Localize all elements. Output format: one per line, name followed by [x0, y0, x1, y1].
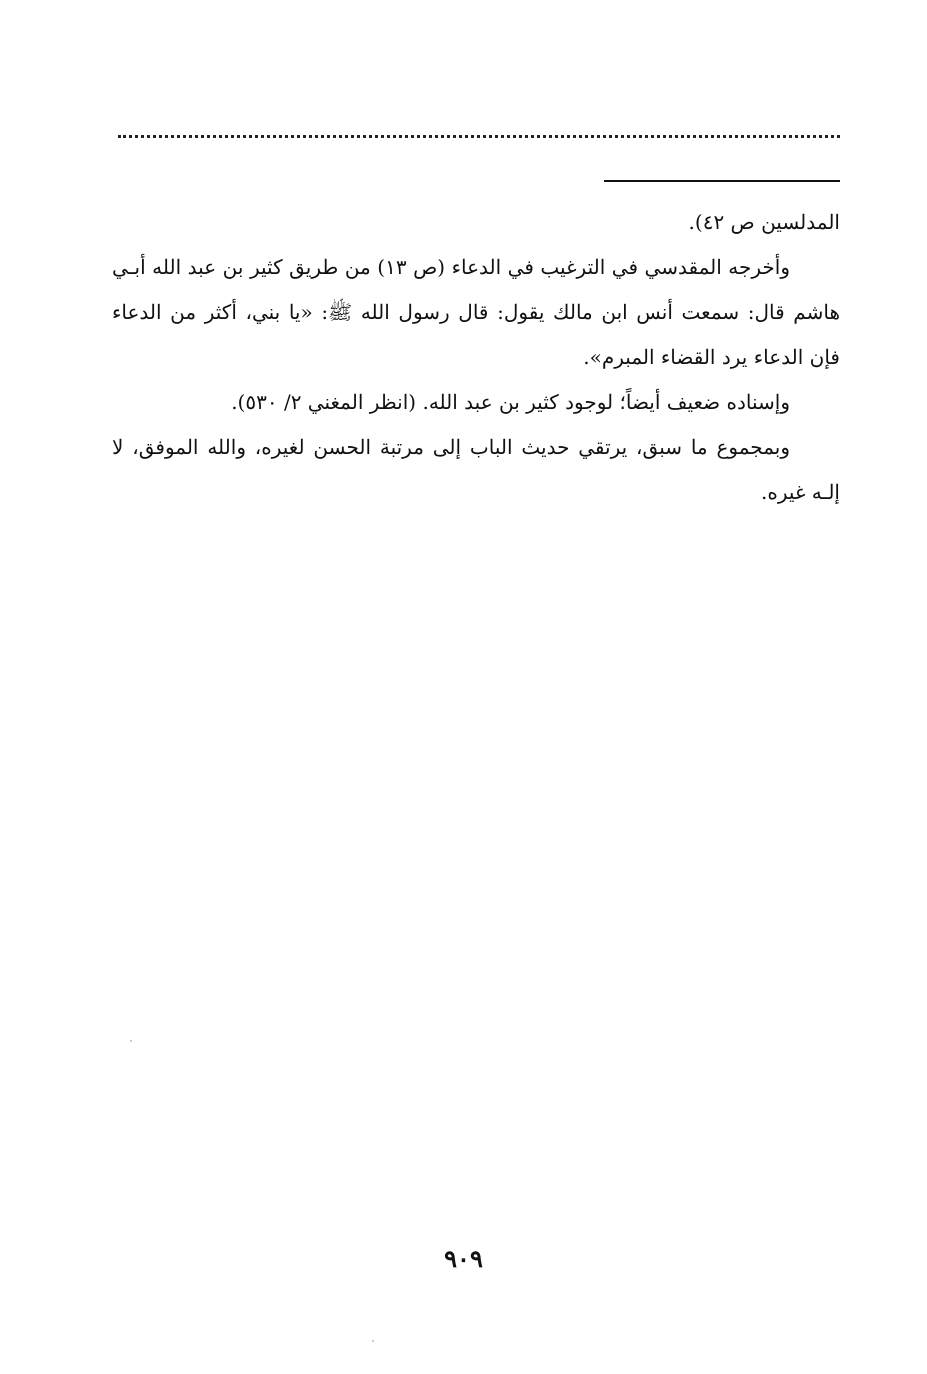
page-number: ٩٠٩ [444, 1244, 483, 1273]
footnote-rule [604, 180, 840, 182]
footnote-paragraph-1: المدلسين ص ٤٢). [688, 210, 840, 234]
dotted-separator [118, 118, 840, 138]
scan-speck [372, 1340, 374, 1342]
footnote-paragraph-2: وأخرجه المقدسي في الترغيب في الدعاء (ص ١٣) من طريق كثير بن عبد الله أبـي هاشم قال: سمعت أنس ابن مالك يقول: قال رسول الله ﷺ: «يا بني، أكثر من الدعاء فإن الدعاء يرد القضاء المبرم». [112, 255, 840, 369]
footnote-paragraph-3: وإسناده ضعيف أيضاً؛ لوجود كثير بن عبد الله. (انظر المغني ٢/ ٥٣٠). [231, 390, 790, 414]
footnote-paragraph-4: وبمجموع ما سبق، يرتقي حديث الباب إلى مرتبة الحسن لغيره، والله الموفق، لا إلـه غيره. [112, 435, 840, 504]
scan-speck [130, 1040, 132, 1042]
footnote-text [112, 200, 840, 515]
